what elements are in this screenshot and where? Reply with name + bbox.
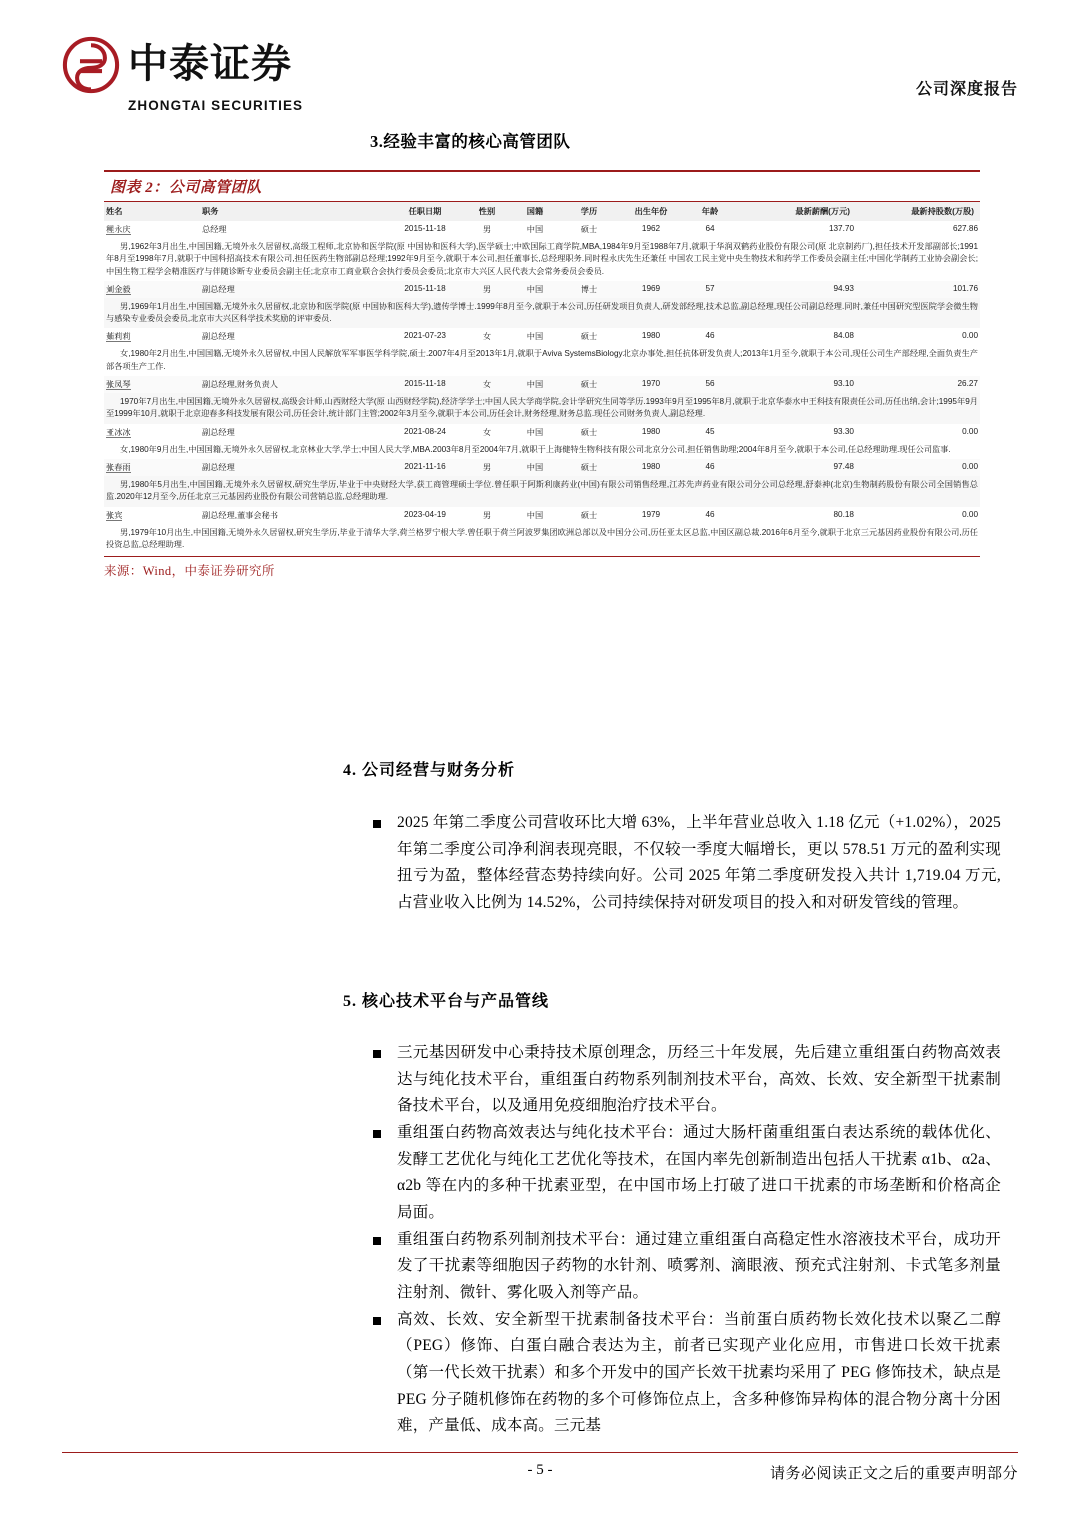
table-row xyxy=(104,281,980,298)
cell-bio: 男,1969年1月出生,中国国籍,无境外永久居留权,北京协和医学院(原 中国协和医科大学),遗传学博士.1999年8月至今,就职于本公司,历任研发项目负责人,研发部经理,技术总监,副总经理,现任公司副总经理.同时,兼任中国研究型医院学会微生物与感染专业委员会委员,北京市大兴区科学技术奖励的评审委员. xyxy=(104,298,980,329)
col-header-pay: 最新薪酬(万元) xyxy=(736,202,856,221)
page-header xyxy=(62,36,1018,114)
table-row-bio xyxy=(104,476,980,507)
table-row-bio xyxy=(104,238,980,281)
col-header-nationality: 国籍 xyxy=(510,202,560,221)
expand-triangle-icon[interactable] xyxy=(107,512,112,518)
cell-date: 2015-11-18 xyxy=(404,379,446,389)
table-row xyxy=(104,507,980,524)
table-row xyxy=(104,328,980,345)
cell-shares: 0.00 xyxy=(962,426,978,436)
bullet-item-1: 2025 年第二季度公司营收环比大增 63%，上半年营业总收入 1.18 亿元（+1.02%），2025 年第二季度公司净利润表现亮眼，不仅较一季度大幅增长，更以 578.51 万元的盈利实现扭亏为盈，整体经营态势持续向好。公司 2025 年第二季度研发投入共计 1,719.04 万元, 占营业收入比例为 14.52%，公司持续保持对研发项目的投入和对研发管线的管理。 xyxy=(371,810,1001,917)
cell-pay: 93.10 xyxy=(833,379,854,389)
cell-pay: 137.70 xyxy=(828,224,854,233)
cell-shares: 101.76 xyxy=(952,283,978,293)
cell-title: 副总经理 xyxy=(202,427,235,437)
expand-triangle-icon[interactable] xyxy=(107,286,112,292)
cell-age: 45 xyxy=(705,426,715,436)
col-header-education: 学历 xyxy=(560,202,618,221)
cell-sex: 男 xyxy=(482,510,492,520)
footer-disclaimer: 请务必阅读正文之后的重要声明部分 xyxy=(769,1466,1018,1482)
cell-name: 刘金毅 xyxy=(106,284,131,294)
cell-birth-year: 1980 xyxy=(641,426,661,436)
cell-birth-year: 1980 xyxy=(641,461,661,471)
table-row xyxy=(104,424,980,441)
cell-age: 57 xyxy=(705,283,715,293)
expand-triangle-icon[interactable] xyxy=(107,333,112,339)
cell-title: 副总经理 xyxy=(202,462,235,472)
cell-bio: 女,1980年2月出生,中国国籍,无境外永久居留权,中国人民解放军军事医学科学院,硕士.2007年4月至2013年1月,就职于Aviva SystemsBiology北京办事处,担任抗体研发负责人;2013年1月至今,就职于本公司,现任公司生产部经理,全面负责生产部各项生产工作. xyxy=(106,349,978,371)
zhongtai-logo-icon xyxy=(62,36,120,94)
bullet-item-2: 重组蛋白药物高效表达与纯化技术平台：通过大肠杆菌重组蛋白表达系统的载体优化、发酵工艺优化与纯化工艺优化等技术，在国内率先创新制造出包括人干扰素 α1b、α2a、α2b 等在内的多种干扰素亚型，在中国市场上打破了进口干扰素的市场垄断和价格高企局面。 xyxy=(371,1120,1001,1227)
cell-shares: 26.27 xyxy=(957,379,978,389)
cell-name: 张凤琴 xyxy=(106,380,131,390)
cell-age: 46 xyxy=(705,331,715,341)
report-type-label: 公司深度报告 xyxy=(915,81,1018,98)
cell-date: 2023-04-19 xyxy=(404,509,446,519)
cell-sex: 男 xyxy=(482,462,492,472)
cell-education: 硕士 xyxy=(580,380,598,390)
col-header-name: 姓名 xyxy=(104,202,200,221)
cell-sex: 男 xyxy=(482,284,492,294)
cell-title: 副总经理 xyxy=(202,332,235,342)
cell-birth-year: 1969 xyxy=(641,283,661,293)
cell-age: 64 xyxy=(705,224,715,233)
cell-bio: 男,1979年10月出生,中国国籍,无境外永久居留权,研究生学历,毕业于清华大学,荷兰格罗宁根大学.曾任职于荷兰阿波罗集团欧洲总部以及中国分公司,历任亚太区总监,中国区副总裁.2016年6月至今,就职于北京三元基因药业股份有限公司,历任投资总监,总经理助理. xyxy=(106,527,978,549)
cell-pay: 93.30 xyxy=(833,426,854,436)
table-header-row xyxy=(104,202,980,221)
management-table-body xyxy=(104,221,980,554)
section-4-heading: 4. 公司经营与财务分析 xyxy=(343,762,516,779)
cell-sex: 女 xyxy=(482,380,492,390)
cell-birth-year: 1979 xyxy=(641,509,661,519)
cell-bio: 男,1980年5月出生,中国国籍,无境外永久居留权,研究生学历,毕业于中央财经大学,获工商管理硕士学位.曾任职于阿斯利康药业(中国)有限公司销售经理,江苏先声药业有限公司分公司总经理,舒泰神(北京)生物制药股份有限公司全国销售总监.2020年12月至今,历任北京三元基因药业股份有限公司营销总监,总经理助理. xyxy=(104,476,980,507)
cell-education: 硕士 xyxy=(580,225,598,234)
exhibit-source: 来源：Wind，中泰证券研究所 xyxy=(104,564,275,579)
cell-nationality: 中国 xyxy=(526,332,544,342)
cell-name: 王冰冰 xyxy=(106,427,131,437)
section-5-bullets xyxy=(371,1040,1001,1440)
logo-text-en: ZHONGTAI SECURITIES xyxy=(128,98,304,113)
col-header-title: 职务 xyxy=(200,202,386,221)
company-logo xyxy=(62,36,303,113)
cell-date: 2021-07-23 xyxy=(404,331,446,341)
cell-bio: 1970年7月出生,中国国籍,无境外永久居留权,高级会计师,山西财经大学(原 山西财经学院),经济学学士;中国人民大学商学院,会计学研究生同等学历.1993年9月至1995年8月,就职于北京华泰水中王科技有限责任公司,历任出纳,会计;1995年9月至1999年10月,就职于北京迎春多科技发展有限公司,历任会计,统计部门主管;2002年3月至今,就职于本公司,历任会计,财务经理,财务总监.现任公司财务负责人,副总经理. xyxy=(104,393,980,424)
cell-education: 硕士 xyxy=(580,510,598,520)
expand-triangle-icon[interactable] xyxy=(107,464,112,470)
table-row xyxy=(104,221,980,238)
table-row xyxy=(104,459,980,476)
cell-name: 程永庆 xyxy=(106,225,131,234)
cell-title: 副总经理,董事会秘书 xyxy=(202,510,278,520)
cell-education: 硕士 xyxy=(580,427,598,437)
bullet-item-4: 高效、长效、安全新型干扰素制备技术平台：当前蛋白质药物长效化技术以聚乙二醇（PEG）修饰、白蛋白融合表达为主，前者已实现产业化应用，市售进口长效干扰素（第一代长效干扰素）和多个开发中的国产长效干扰素均采用了 PEG 修饰技术，缺点是 PEG 分子随机修饰在药物的多个可修饰位点上，含多种修饰异构体的混合物分离十分困难，产量低、成本高。三元基 xyxy=(371,1307,1001,1440)
table-row-bio xyxy=(104,345,980,376)
section-4-bullets xyxy=(371,810,1001,917)
cell-education: 硕士 xyxy=(580,462,598,472)
cell-title: 副总经理,财务负责人 xyxy=(202,380,278,390)
cell-name: 茹莉莉 xyxy=(106,332,131,342)
cell-pay: 80.18 xyxy=(833,509,854,519)
expand-triangle-icon[interactable] xyxy=(107,226,112,232)
cell-shares: 0.00 xyxy=(962,509,978,519)
cell-shares: 0.00 xyxy=(962,331,978,341)
cell-education: 硕士 xyxy=(580,332,598,342)
cell-nationality: 中国 xyxy=(526,380,544,390)
cell-birth-year: 1970 xyxy=(641,379,661,389)
page-number: - 5 - xyxy=(527,1462,553,1478)
cell-pay: 84.08 xyxy=(833,331,854,341)
cell-age: 46 xyxy=(705,461,715,471)
cell-shares: 0.00 xyxy=(962,461,978,471)
cell-education: 博士 xyxy=(580,284,598,294)
table-row-bio xyxy=(104,524,980,555)
logo-text-cn: 中泰证券 xyxy=(128,42,292,86)
cell-date: 2021-08-24 xyxy=(404,426,446,436)
table-row xyxy=(104,376,980,393)
bullet-item-1: 三元基因研发中心秉持技术原创理念，历经三十年发展，先后建立重组蛋白药物高效表达与纯化技术平台，重组蛋白药物系列制剂技术平台，高效、长效、安全新型干扰素制备技术平台，以及通用免疫细胞治疗技术平台。 xyxy=(371,1040,1001,1120)
section-5-heading: 5. 核心技术平台与产品管线 xyxy=(343,993,550,1010)
cell-shares: 627.86 xyxy=(952,224,978,233)
col-header-sex: 性别 xyxy=(464,202,510,221)
management-team-table xyxy=(104,202,980,554)
table-row-bio xyxy=(104,393,980,424)
table-row-bio xyxy=(104,441,980,459)
cell-date: 2021-11-16 xyxy=(404,461,446,471)
section-3-heading: 3.经验丰富的核心高管团队 xyxy=(370,132,571,151)
cell-nationality: 中国 xyxy=(526,225,544,234)
cell-title: 副总经理 xyxy=(202,284,235,294)
cell-birth-year: 1962 xyxy=(641,224,661,233)
cell-sex: 女 xyxy=(482,332,492,342)
cell-sex: 男 xyxy=(482,225,492,234)
col-header-age: 年龄 xyxy=(684,202,736,221)
cell-bio: 女,1980年9月出生,中国国籍,无境外永久居留权,北京林业大学,学士;中国人民大学,MBA.2003年8月至2004年7月,就职于上海健特生物科技有限公司北京分公司,担任销售助理;2004年8月至今,就职于本公司,任总经理助理.现任公司监事. xyxy=(120,444,951,454)
cell-nationality: 中国 xyxy=(526,427,544,437)
footer-rule xyxy=(62,1452,1018,1453)
cell-age: 56 xyxy=(705,379,715,389)
cell-pay: 94.93 xyxy=(833,283,854,293)
cell-pay: 97.48 xyxy=(833,461,854,471)
cell-birth-year: 1980 xyxy=(641,331,661,341)
cell-title: 总经理 xyxy=(202,225,227,234)
cell-bio: 男,1962年3月出生,中国国籍,无境外永久居留权,高级工程师,北京协和医学院(原 中国协和医科大学),医学硕士;中欧国际工商学院,MBA,1984年9月至1988年7月,就职于华润双鹤药业股份有限公司(原 北京制药厂),担任技术开发部副部长;1991年8月至1998年7月,就职于中国科招高技术有限公司,担任医药生物部副总经理;1992年9月至今,就职于本公司,担任董事长,总经理职务.同时程永庆先生还兼任 中国农工民主党中央生物技术和药学工作委员会副主任;中国化学制药工业协会副会长;中国生物工程学会精准医疗与伴随诊断专业委员会副主任;北京市工商业联合会执行委员会委员;北京市大兴区人民代表大会常务委员会委员. xyxy=(106,242,978,276)
cell-nationality: 中国 xyxy=(526,510,544,520)
table-row-bio xyxy=(104,298,980,329)
cell-date: 2015-11-18 xyxy=(404,283,446,293)
cell-nationality: 中国 xyxy=(526,284,544,294)
col-header-date: 任职日期 xyxy=(386,202,464,221)
expand-triangle-icon[interactable] xyxy=(107,429,112,435)
cell-age: 46 xyxy=(705,509,715,519)
col-header-shares: 最新持股数(万股) xyxy=(856,202,980,221)
cell-nationality: 中国 xyxy=(526,462,544,472)
cell-name: 张春雨 xyxy=(106,462,131,472)
exhibit-2-block xyxy=(104,170,980,579)
cell-date: 2015-11-18 xyxy=(404,224,446,233)
bullet-item-3: 重组蛋白药物系列制剂技术平台：通过建立重组蛋白高稳定性水溶液技术平台，成功开发了干扰素等细胞因子药物的水针剂、喷雾剂、滴眼液、预充式注射剂、卡式笔多剂量注射剂、微针、雾化吸入剂等产品。 xyxy=(371,1227,1001,1307)
cell-sex: 女 xyxy=(482,427,492,437)
col-header-birth-year: 出生年份 xyxy=(618,202,684,221)
expand-triangle-icon[interactable] xyxy=(107,381,112,387)
cell-name: 张宾 xyxy=(106,510,123,520)
exhibit-title: 图表 2：公司高管团队 xyxy=(110,180,262,196)
